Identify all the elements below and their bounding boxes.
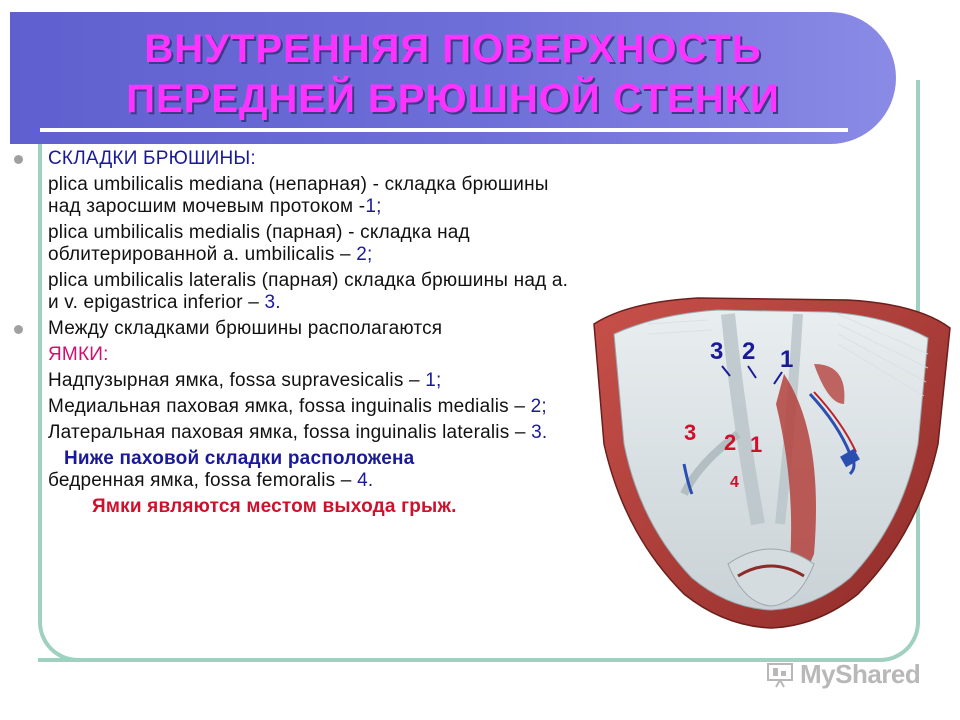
fold-median xyxy=(14,174,584,218)
figure-label-4: 4 xyxy=(730,474,739,491)
watermark xyxy=(766,656,936,692)
femoral-num: 4. xyxy=(357,470,374,491)
femoral-text: бедренная ямка, fossa femoralis – xyxy=(48,470,352,491)
slide-title xyxy=(10,24,896,124)
fold-median-text: plica umbilicalis mediana (непарная) - складка брюшины над заросшим мочевым протоком - xyxy=(48,174,549,217)
conclusion-text: Ямки являются местом выхода грыж. xyxy=(92,496,457,517)
section-header: СКЛАДКИ БРЮШИНЫ: xyxy=(48,148,256,169)
fossa-medial xyxy=(14,396,584,418)
slide-content xyxy=(14,148,584,518)
figure-label-top-3: 3 xyxy=(710,338,724,365)
title-underline xyxy=(40,128,848,132)
fossa-medial-num: 2; xyxy=(530,396,547,417)
fossa-supravesical-num: 1; xyxy=(425,370,442,391)
fold-lateral-num: 3. xyxy=(264,292,281,313)
presentation-icon xyxy=(766,660,794,688)
fossa-lateral-num: 3. xyxy=(531,422,548,443)
fossae-intro: Между складками брюшины располагаются xyxy=(48,318,443,339)
fold-medial-num: 2; xyxy=(356,244,373,265)
fold-medial-text: plica umbilicalis medialis (парная) - складка над облитерированной а. umbilicalis – xyxy=(48,222,470,265)
fossa-supravesical xyxy=(14,370,584,392)
fossa-femoral xyxy=(14,448,584,492)
fossae-header-row xyxy=(14,344,584,366)
figure-label-mid-1: 1 xyxy=(750,432,763,457)
fossa-medial-text: Медиальная паховая ямка, fossa inguinalis medialis – xyxy=(48,396,526,417)
abdominal-wall-illustration xyxy=(588,294,954,630)
fold-median-num: 1; xyxy=(365,196,382,217)
figure-label-mid-2: 2 xyxy=(724,430,737,455)
fossa-lateral-text: Латеральная паховая ямка, fossa inguinalis lateralis – xyxy=(48,422,526,443)
title-line-1: ВНУТРЕННЯЯ ПОВЕРХНОСТЬ xyxy=(144,27,762,71)
fold-medial xyxy=(14,222,584,266)
femoral-intro: Ниже паховой складки расположена xyxy=(64,448,415,469)
fold-lateral-text: plica umbilicalis lateralis (парная) складка брюшины над а. и v. epigastrica inferior – xyxy=(48,270,569,313)
fold-lateral xyxy=(14,270,584,314)
list-item-fossae xyxy=(14,318,584,340)
list-item-peritoneal-folds xyxy=(14,148,584,170)
figure-label-mid-3: 3 xyxy=(684,420,697,445)
fossa-supravesical-text: Надпузырная ямка, fossa supravesicalis – xyxy=(48,370,420,391)
fossae-header: ЯМКИ: xyxy=(48,344,109,365)
figure-label-top-1: 1 xyxy=(780,346,794,373)
figure-label-top-2: 2 xyxy=(742,338,756,365)
bullet-icon xyxy=(14,155,23,164)
bullet-icon xyxy=(14,325,23,334)
watermark-text: MyShared xyxy=(800,658,921,689)
fossa-lateral xyxy=(14,422,584,444)
title-line-2: ПЕРЕДНЕЙ БРЮШНОЙ СТЕНКИ xyxy=(126,77,780,121)
conclusion-row xyxy=(14,496,584,518)
